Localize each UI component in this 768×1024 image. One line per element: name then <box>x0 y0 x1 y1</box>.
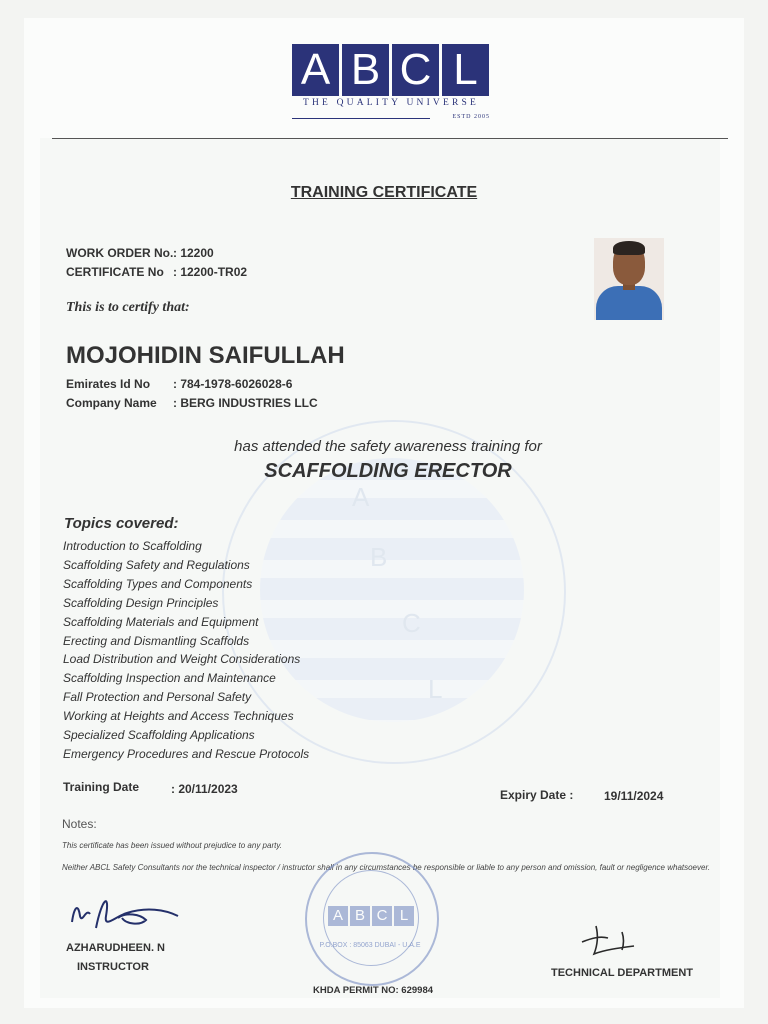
topic-item: Scaffolding Inspection and Maintenance <box>63 671 276 686</box>
topic-item: Load Distribution and Weight Considerations <box>63 652 301 667</box>
logo-letter: L <box>442 44 489 96</box>
topic-item: Scaffolding Design Principles <box>63 595 219 610</box>
topic-item: Specialized Scaffolding Applications <box>63 728 255 743</box>
course-title: SCAFFOLDING ERECTOR <box>264 460 512 482</box>
technical-department: TECHNICAL DEPARTMENT <box>551 967 693 979</box>
watermark-letter: C <box>402 608 421 638</box>
stamp-logo <box>328 906 414 926</box>
certificate-title: TRAINING CERTIFICATE <box>290 184 478 201</box>
topic-item: Fall Protection and Personal Safety <box>63 690 252 705</box>
instructor-name: AZHARUDHEEN. N <box>66 942 165 954</box>
topic-item: Erecting and Dismantling Scaffolds <box>63 633 250 648</box>
company-name-value: : BERG INDUSTRIES LLC <box>173 396 318 410</box>
topics-list <box>63 537 309 764</box>
watermark-letter: L <box>428 674 443 704</box>
topics-heading: Topics covered: <box>64 515 179 532</box>
training-date-value: : 20/11/2023 <box>171 782 238 796</box>
logo-letter: B <box>342 44 389 96</box>
technical-signature <box>578 920 648 960</box>
topic-item: Scaffolding Safety and Regulations <box>63 557 250 572</box>
topic-item: Introduction to Scaffolding <box>63 539 202 553</box>
certificate-no-label: CERTIFICATE No <box>66 265 164 279</box>
company-name-label: Company Name <box>66 396 157 410</box>
stamp-letter: C <box>372 906 392 926</box>
work-order-value: : 12200 <box>173 246 214 260</box>
person-name: MOJOHIDIN SAIFULLAH <box>66 342 345 369</box>
work-order-label: WORK ORDER No. <box>66 246 174 260</box>
instructor-role: INSTRUCTOR <box>77 961 149 973</box>
topic-item: Working at Heights and Access Techniques <box>63 709 294 724</box>
certificate-no-value: : 12200-TR02 <box>173 265 248 279</box>
logo-estd: ESTD 2005 <box>452 114 490 120</box>
abcl-logo <box>292 44 490 120</box>
emirates-id-value: : 784-1978-6026028-6 <box>173 377 293 391</box>
expiry-date-label: Expiry Date : <box>500 788 574 802</box>
emirates-id-label: Emirates Id No <box>66 377 151 391</box>
stamp-letter: B <box>350 906 370 926</box>
watermark-letter: A <box>352 482 370 512</box>
watermark-letter: B <box>370 542 388 572</box>
logo-rule <box>292 118 430 119</box>
note-line-1: This certificate has been issued without prejudice to any party. <box>62 841 282 850</box>
header-divider <box>52 138 728 139</box>
training-date-label: Training Date <box>63 780 140 794</box>
attended-text: has attended the safety awareness training for <box>234 438 542 455</box>
logo-tagline: THE QUALITY UNIVERSE <box>302 98 480 108</box>
khda-permit: KHDA PERMIT NO: 629984 <box>313 985 434 996</box>
topic-item: Scaffolding Types and Components <box>63 576 253 591</box>
stamp-pobox: P.O.BOX : 85063 DUBAI - U.A.E <box>319 942 421 949</box>
stamp-letter: A <box>328 906 348 926</box>
logo-letter: C <box>392 44 439 96</box>
notes-heading: Notes: <box>62 817 97 831</box>
instructor-signature <box>66 888 186 938</box>
note-line-2: Neither ABCL Safety Consultants nor the technical inspector / instructor shall in any circumstances be responsible or liable to any person and omission, fault or negligence whatsoever. <box>62 863 711 872</box>
certify-text: This is to certify that: <box>66 300 190 315</box>
expiry-date-value: 19/11/2024 <box>604 789 664 803</box>
logo-letter: A <box>292 44 339 96</box>
stamp-letter: L <box>394 906 414 926</box>
topic-item: Scaffolding Materials and Equipment <box>63 614 259 629</box>
topic-item: Emergency Procedures and Rescue Protocols <box>63 746 310 761</box>
person-photo <box>594 238 664 320</box>
